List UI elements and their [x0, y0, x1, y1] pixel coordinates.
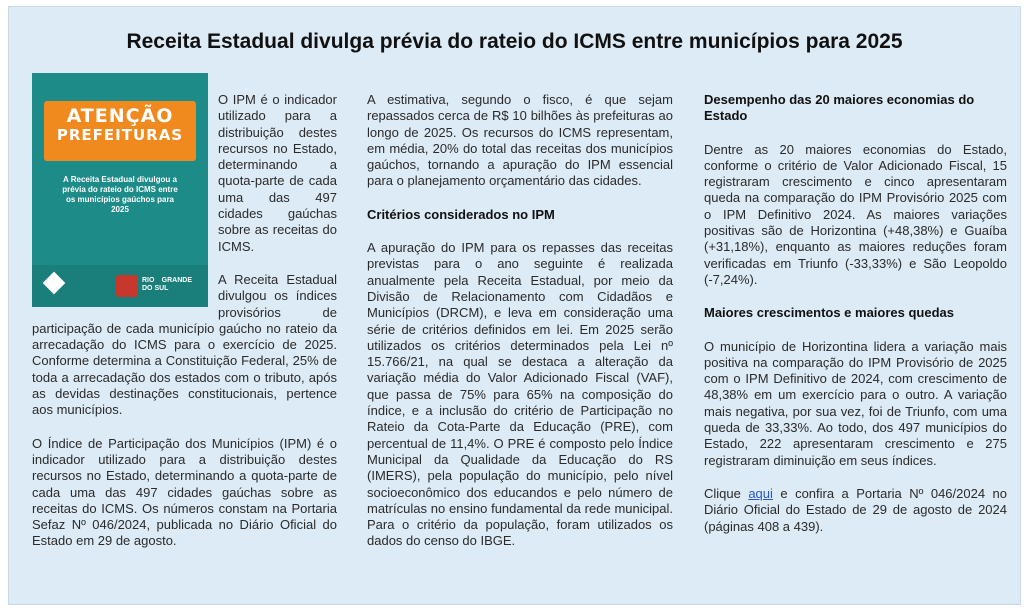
column-1 — [32, 92, 337, 550]
paragraph: A apuração do IPM para os repasses das receitas previstas para o ano seguinte é realizada anualmente pela Receita Estadual, por meio da Divisão de Relacionamento com Cidadãos e Municípios (DRCM), e leva em consideração uma série de critérios definidos em lei. Em 2025 serão utilizados os critérios determinados pela Lei nº 15.766/21, na qual se destaca a alteração da variação média do Valor Adicionado Fiscal (VAF), que passa de 75% para 65% na composição do índice, e a inclusão do critério de Participação no Rateio da Cota-Parte da Educação (PRE), com percentual de 11,4%. O PRE é composto pelo Índice Municipal da Qualidade da Educação do RS (IMERS), pela população do município, pelo nível socioeconômico dos educandos e pelo número de matrículas no ensino fundamental da rede municipal. Para o critério da população, foram utilizados os dados do censo do IBGE. — [367, 240, 673, 549]
poster-banner-line1: ATENÇÃO — [66, 105, 174, 127]
receita-logo-icon — [43, 272, 66, 295]
poster-banner-line2: PREFEITURAS — [56, 126, 184, 145]
section-heading: Maiores crescimentos e maiores quedas — [704, 305, 955, 321]
paragraph: O IPM é o indicador utilizado para a distribuição destes recursos no Estado, determinando a quota-parte de cada uma das 497 cidades gaúchas sobre as receitas do ICMS. — [218, 92, 337, 254]
paragraph: O município de Horizontina lidera a variação mais positiva na comparação do IPM Provisório de 2025 com o IPM Definitivo de 2024, com crescimento de 48,38% em um exercício para o outro. A variação mais negativa, por sua vez, foi de Triunfo, com uma queda de 33,33%. Ao todo, dos 497 municípios do Estado, 222 apresentaram crescimento e 275 registraram diminuição em seus índices. — [704, 338, 1007, 468]
article-title: Receita Estadual divulga prévia do rateio do ICMS entre municípios para 2025 — [126, 30, 903, 53]
section-heading: Desempenho das 20 maiores economias do Estado — [704, 92, 975, 124]
poster-text: A Receita Estadual divulgou a prévia do rateio do ICMS entre os municípios gaúchos para 2025 — [62, 175, 178, 214]
column-3 — [704, 92, 1007, 535]
paragraph: A estimativa, segundo o fisco, é que sejam repassados cerca de R$ 10 bilhões às prefeituras ao longo de 2025. Os recursos do ICMS representam, em média, 20% do total das receitas dos municípios gaúchos, tornando a apuração do IPM essencial para o planejamento orçamentário das cidades. — [367, 92, 673, 189]
poster-banner — [44, 101, 196, 161]
portaria-link[interactable]: aqui — [748, 485, 773, 501]
link-prefix: Clique — [704, 485, 749, 501]
paragraph: Dentre as 20 maiores economias do Estado, conforme o critério de Valor Adicionado Fiscal, 15 registraram crescimento e cinco apresentaram queda na comparação do IPM Provisório 2025 com o IPM Definitivo 2024. As maiores variações positivas são de Horizontina (+48,38%) e Guaíba (+31,18%), enquanto as maiores reduções foram verificadas em Triunfo (-33,33%) e São Leopoldo (-7,24%). — [704, 141, 1007, 287]
poster-footer — [32, 265, 208, 307]
paragraph-with-link — [704, 486, 1007, 535]
link-suffix: e confira a Portaria Nº 046/2024 no Diário Oficial do Estado de 29 de agosto de 2024 (páginas 408 a 439). — [704, 485, 1007, 534]
paragraph: O Índice de Participação dos Municípios (IPM) é o indicador utilizado para a distribuição destes recursos no Estado, determinando a quota-parte de cada uma das 497 cidades gaúchas sobre as receitas do ICMS. Os números constam na Portaria Sefaz Nº 046/2024, publicada no Diário Oficial do Estado em 29 de agosto. — [32, 435, 337, 549]
rs-logo-text: RIO GRANDE DO SUL — [142, 277, 192, 292]
paragraph: A Receita Estadual divulgou os índices provisórios de participação de cada município gaúcho no rateio da arrecadação do ICMS para o exercício de 2025. Conforme determina a Constituição Federal, 25% de toda a arrecadação dos estados com o tributo, após as devidas destinações constitucionais, pertence aos municípios. — [32, 271, 337, 418]
poster-image — [32, 73, 208, 307]
section-heading: Critérios considerados no IPM — [367, 206, 555, 222]
column-2 — [367, 92, 673, 550]
rs-logo-icon — [116, 275, 138, 297]
